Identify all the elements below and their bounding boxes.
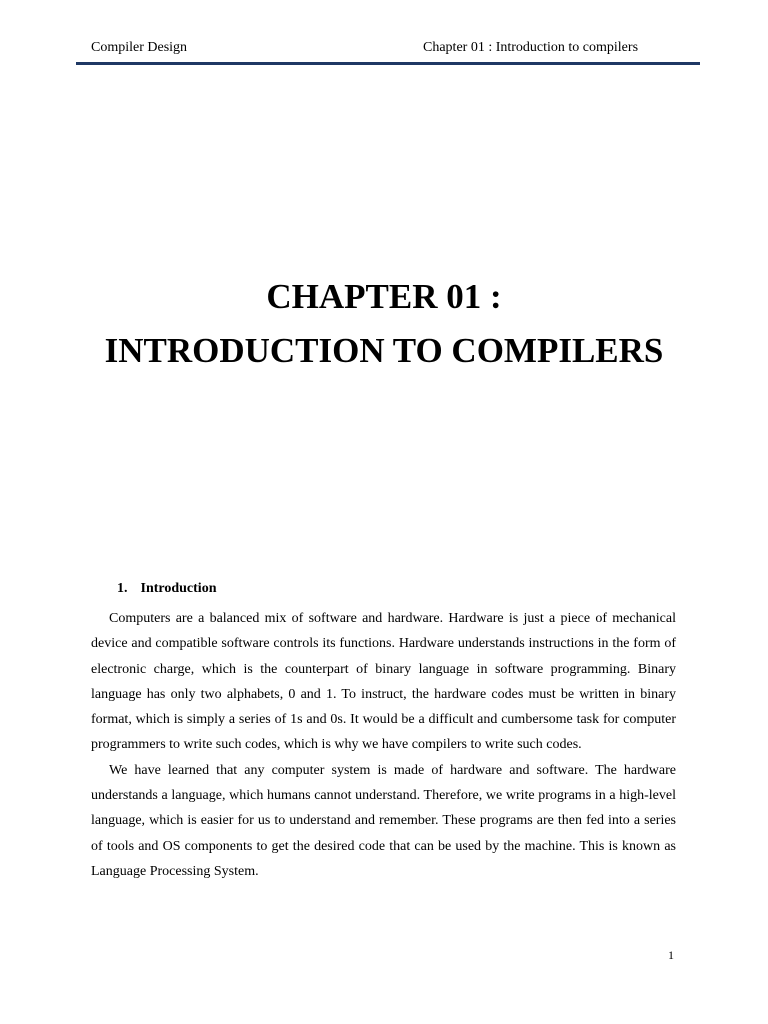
header-book-title: Compiler Design xyxy=(91,40,188,55)
page-header xyxy=(76,40,700,60)
header-chapter-title: Chapter 01 : Introduction to compilers xyxy=(423,40,639,55)
section-heading xyxy=(117,581,216,597)
chapter-title-line-1: CHAPTER 01 : xyxy=(266,277,502,316)
section-number: 1. xyxy=(117,581,128,596)
page-number: 1 xyxy=(668,948,674,962)
chapter-title xyxy=(0,270,768,378)
header-divider xyxy=(76,62,700,65)
section-title: Introduction xyxy=(140,581,217,596)
paragraph-2: We have learned that any computer system is made of hardware and software. The hardware understands a language, which humans cannot understand. Therefore, we write programs in a high-level language, which is easier for us to understand and remember. These programs are then fed into a series of tools and OS components to get the desired code that can be used by the machine. This is known as Language Processing System. xyxy=(91,762,676,879)
chapter-title-line-2: INTRODUCTION TO COMPILERS xyxy=(104,331,664,370)
body-text xyxy=(91,606,676,884)
paragraph-1: Computers are a balanced mix of software and hardware. Hardware is just a piece of mechanical device and compatible software controls its functions. Hardware understands instructions in the form of electronic charge, which is the counterpart of binary language in software programming. Binary language has only two alphabets, 0 and 1. To instruct, the hardware codes must be written in binary format, which is simply a series of 1s and 0s. It would be a difficult and cumbersome task for computer programmers to write such codes, which is why we have compilers to write such codes. xyxy=(91,611,676,753)
